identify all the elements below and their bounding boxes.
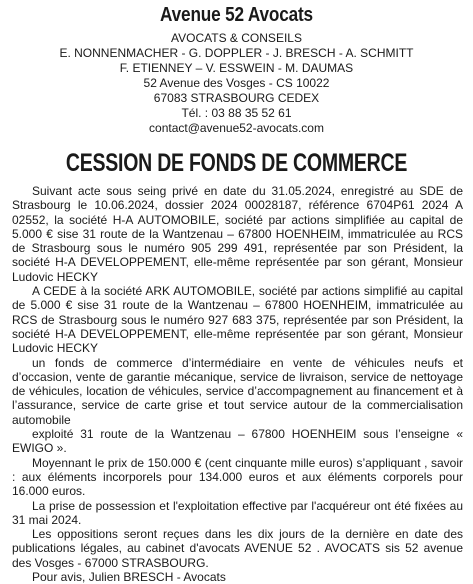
notice-body [0,184,473,584]
notice-headline: CESSION DE FONDS DE COMMERCE [65,149,408,177]
firm-email: contact@avenue52-avocats.com [149,121,324,135]
paragraph-deed: Suivant acte sous seing privé en date du 31.05.2024, enregistré au SDE de Strasbourg le 10.06.2024, dossier 2024 00028187, référence 6704P61 2024 A 02552, la société H-A AUTOMOBILE, société par actions simplifiée au capital de 5.000 € sise 31 route de la Wantzenau – 67800 HOENHEIM, immatriculée au RCS de Strasbourg sous le numéro 905 299 491, représentée par son Président, la société H-A DEVELOPPEMENT, elle-même représentée par son gérant, Monsieur Ludovic HECKY [12,184,463,284]
firm-partners-line-1: E. NONNENMACHER - G. DOPPLER - J. BRESCH - A. SCHMITT [59,46,414,60]
firm-tagline: AVOCATS & CONSEILS [171,31,302,45]
paragraph-price: Moyennant le prix de 150.000 € (cent cinquante mille euros) s’appliquant , savoir : aux éléments incorporels pour 134.000 euros et aux éléments corporels pour 16.000 euros. [12,455,463,499]
paragraph-transferee: A CEDE à la société ARK AUTOMOBILE, société par actions simplifié au capital de 5.000 € sise 31 route de la Wantzenau – 67800 HOENHEIM, immatriculée au RCS de Strasbourg sous le numéro 927 683 375, représentée par son Président, la société H-A DEVELOPPEMENT, elle-même représentée par son gérant, Monsieur Ludovic HECKY [12,284,463,356]
paragraph-oppositions: Les oppositions seront reçues dans les dix jours de la dernière en date des publications légales, au cabinet d'avocats AVENUE 52 . AVOCATS sis 52 avenue des Vosges - 67000 STRASBOURG. [12,527,463,570]
firm-address-city: 67083 STRASBOURG CEDEX [153,91,320,105]
paragraph-business: un fonds de commerce d’intermédiaire en vente de véhicules neufs et d’occasion, vente de garantie mécanique, service de livraison, service de nettoyage de véhicules, location de véhicules, service d’accompagnement au financement et à l’assurance, service de carte grise et tout service autour de la commercialisation automobile [12,355,463,427]
firm-contact-block [0,31,473,136]
paragraph-signature: Pour avis, Julien BRESCH - Avocats [32,570,226,584]
firm-phone: Tél. : 03 88 35 52 61 [181,106,292,120]
firm-partners-line-2: F. ETIENNEY – V. ESSWEIN - M. DAUMAS [119,61,354,75]
firm-address-street: 52 Avenue des Vosges - CS 10022 [143,76,330,90]
paragraph-location: exploité 31 route de la Wantzenau – 67800 HOENHEIM sous l’enseigne « EWIGO ». [12,427,463,456]
paragraph-possession: La prise de possession et l'exploitation effective par l'acquéreur ont été fixées au 31 mai 2024. [12,498,463,527]
firm-name: Avenue 52 Avocats [160,4,313,26]
